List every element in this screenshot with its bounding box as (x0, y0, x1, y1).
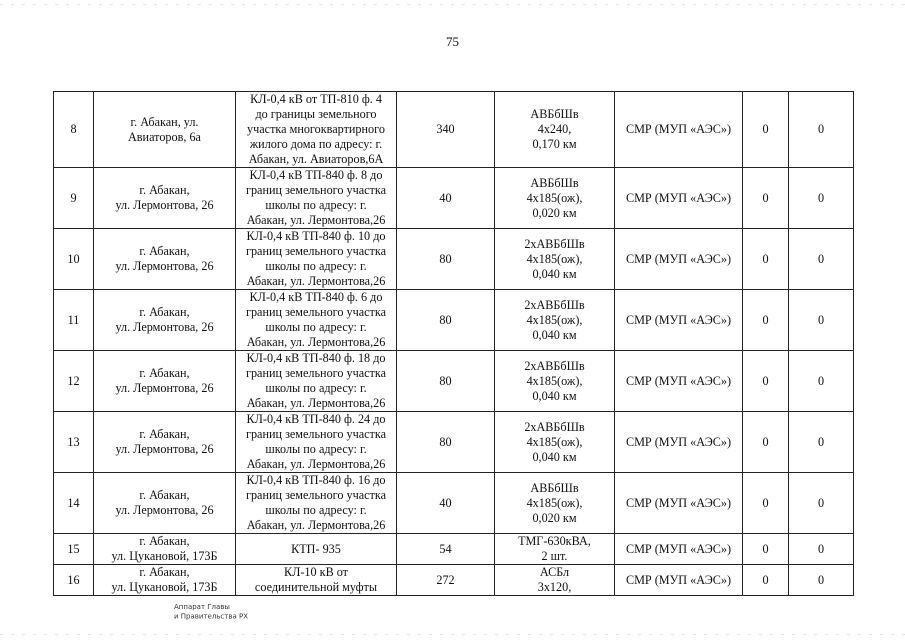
cell-value-a: 0 (743, 565, 789, 596)
cell-length: 40 (397, 168, 495, 229)
stamp-text: Аппарат Главы и Правительства РХ (174, 602, 249, 621)
cell-description: КЛ-0,4 кВ ТП-840 ф. 8 до границ земельного участка школы по адресу: г. Абакан, ул. Лермонтова,26 (236, 168, 397, 229)
cell-cable: АВБбШв 4х185(ож), 0,020 км (495, 168, 615, 229)
cell-cable: 2хАВБбШв 4х185(ож), 0,040 км (495, 229, 615, 290)
cell-number: 9 (54, 168, 94, 229)
table-row (54, 229, 854, 290)
cell-address: г. Абакан, ул. Цукановой, 173Б (94, 534, 236, 565)
cell-description: КЛ-0,4 кВ ТП-840 ф. 6 до границ земельного участка школы по адресу: г. Абакан, ул. Лермонтова,26 (236, 290, 397, 351)
cell-executor: СМР (МУП «АЭС») (615, 534, 743, 565)
cell-executor: СМР (МУП «АЭС») (615, 92, 743, 168)
cell-number: 15 (54, 534, 94, 565)
cell-length: 80 (397, 290, 495, 351)
cell-number: 16 (54, 565, 94, 596)
cell-length: 40 (397, 473, 495, 534)
cell-cable: 2хАВБбШв 4х185(ож), 0,040 км (495, 290, 615, 351)
cell-length: 80 (397, 229, 495, 290)
cell-description: КЛ-0,4 кВ ТП-840 ф. 10 до границ земельного участка школы по адресу: г. Абакан, ул. Лермонтова,26 (236, 229, 397, 290)
cell-address: г. Абакан, ул. Лермонтова, 26 (94, 168, 236, 229)
cell-length: 340 (397, 92, 495, 168)
table-row (54, 351, 854, 412)
cell-executor: СМР (МУП «АЭС») (615, 412, 743, 473)
cell-value-b: 0 (789, 168, 854, 229)
cell-cable: 2хАВБбШв 4х185(ож), 0,040 км (495, 412, 615, 473)
cell-value-b: 0 (789, 534, 854, 565)
cell-cable: АВБбШв 4х185(ож), 0,020 км (495, 473, 615, 534)
cell-address: г. Абакан, ул. Лермонтова, 26 (94, 412, 236, 473)
scan-edge-top (0, 4, 905, 5)
cell-number: 8 (54, 92, 94, 168)
cell-value-b: 0 (789, 290, 854, 351)
cell-executor: СМР (МУП «АЭС») (615, 229, 743, 290)
cell-value-b: 0 (789, 412, 854, 473)
cell-length: 272 (397, 565, 495, 596)
cell-value-a: 0 (743, 351, 789, 412)
cell-executor: СМР (МУП «АЭС») (615, 565, 743, 596)
cell-description: КЛ-0,4 кВ от ТП-810 ф. 4 до границы земельного участка многоквартирного жилого дома по адресу: г. Абакан, ул. Авиаторов,6А (236, 92, 397, 168)
facilities-table (53, 91, 854, 596)
cell-cable: АСБл 3х120, (495, 565, 615, 596)
cell-value-a: 0 (743, 534, 789, 565)
cell-value-a: 0 (743, 473, 789, 534)
cell-address: г. Абакан, ул. Лермонтова, 26 (94, 351, 236, 412)
cell-length: 54 (397, 534, 495, 565)
cell-value-b: 0 (789, 473, 854, 534)
cell-value-a: 0 (743, 229, 789, 290)
cell-number: 14 (54, 473, 94, 534)
cell-length: 80 (397, 351, 495, 412)
cell-cable: 2хАВБбШв 4х185(ож), 0,040 км (495, 351, 615, 412)
table-row (54, 412, 854, 473)
cell-value-b: 0 (789, 229, 854, 290)
cell-value-a: 0 (743, 412, 789, 473)
cell-number: 13 (54, 412, 94, 473)
scan-edge-bottom (0, 634, 905, 635)
cell-cable: ТМГ-630кВА, 2 шт. (495, 534, 615, 565)
table-row (54, 92, 854, 168)
cell-description: КТП- 935 (236, 534, 397, 565)
cell-executor: СМР (МУП «АЭС») (615, 351, 743, 412)
table-row (54, 473, 854, 534)
table-row (54, 534, 854, 565)
table-row (54, 290, 854, 351)
table-body (54, 92, 854, 596)
cell-value-a: 0 (743, 290, 789, 351)
cell-length: 80 (397, 412, 495, 473)
cell-executor: СМР (МУП «АЭС») (615, 290, 743, 351)
cell-address: г. Абакан, ул. Цукановой, 173Б (94, 565, 236, 596)
cell-executor: СМР (МУП «АЭС») (615, 168, 743, 229)
cell-value-b: 0 (789, 351, 854, 412)
cell-description: КЛ-0,4 кВ ТП-840 ф. 24 до границ земельного участка школы по адресу: г. Абакан, ул. Лермонтова,26 (236, 412, 397, 473)
cell-value-b: 0 (789, 565, 854, 596)
table-row (54, 565, 854, 596)
cell-executor: СМР (МУП «АЭС») (615, 473, 743, 534)
cell-address: г. Абакан, ул. Лермонтова, 26 (94, 473, 236, 534)
cell-address: г. Абакан, ул. Лермонтова, 26 (94, 229, 236, 290)
page-number: 75 (446, 34, 459, 49)
cell-cable: АВБбШв 4х240, 0,170 км (495, 92, 615, 168)
cell-description: КЛ-0,4 кВ ТП-840 ф. 18 до границ земельного участка школы по адресу: г. Абакан, ул. Лермонтова,26 (236, 351, 397, 412)
table-row (54, 168, 854, 229)
cell-value-a: 0 (743, 92, 789, 168)
cell-number: 11 (54, 290, 94, 351)
cell-description: КЛ-0,4 кВ ТП-840 ф. 16 до границ земельного участка школы по адресу: г. Абакан, ул. Лермонтова,26 (236, 473, 397, 534)
cell-number: 10 (54, 229, 94, 290)
cell-number: 12 (54, 351, 94, 412)
cell-description: КЛ-10 кВ от соединительной муфты (236, 565, 397, 596)
cell-address: г. Абакан, ул. Авиаторов, 6а (94, 92, 236, 168)
cell-address: г. Абакан, ул. Лермонтова, 26 (94, 290, 236, 351)
cell-value-b: 0 (789, 92, 854, 168)
cell-value-a: 0 (743, 168, 789, 229)
